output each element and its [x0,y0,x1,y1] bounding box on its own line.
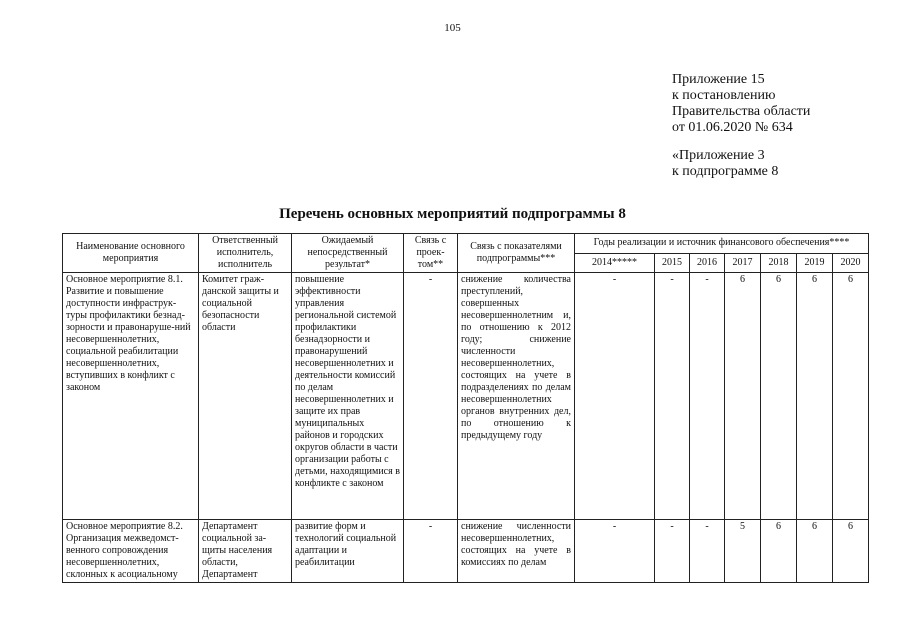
cell-value: 6 [797,520,833,583]
appendix-line: Правительства области [672,104,811,119]
cell-executor: Комитет граж-данской защиты и социальной безопасности области [199,273,292,520]
table-row [63,273,869,520]
document-title: Перечень основных мероприятий подпрограммы 8 [279,206,626,222]
cell-value: - [690,520,725,583]
appendix-sub-line: «Приложение 3 [672,148,765,163]
cell-project: - [404,520,458,583]
appendix-block [672,72,810,180]
cell-value: 6 [797,273,833,520]
header-year: 2016 [690,253,725,273]
cell-result: развитие форм и технологий социальной адаптации и реабилитации [292,520,404,583]
cell-value: - [575,520,655,583]
appendix-line: Приложение 15 [672,72,765,87]
cell-value: 5 [725,520,761,583]
cell-value: - [655,273,690,520]
cell-result: повышение эффективности управления региональной системой профилактики безнадзорности и правонарушений несовершеннолетних и деятельности комиссий по делам несовершеннолетних и защите их прав муниципальных районов и городских округов области в части организации работы с детьми, находящимися в конфликте с законом [292,273,404,520]
cell-value: 6 [833,520,869,583]
header-year: 2015 [655,253,690,273]
header-executor: Ответственный исполнитель, исполнитель [199,234,292,273]
header-projects: Связь с проек-том** [404,234,458,273]
cell-value: - [690,273,725,520]
appendix-sub-line: к подпрограмме 8 [672,164,779,179]
cell-name: Основное мероприятие 8.2. Организация межведомст-венного сопровождения несовершеннолетних, склонных к асоциальному [63,520,199,583]
cell-project: - [404,273,458,520]
cell-indicators: снижение численности несовершеннолетних, состоящих на учете в комиссиях по делам [458,520,575,583]
table-row [63,520,869,583]
header-year: 2017 [725,253,761,273]
header-year: 2014***** [575,253,655,273]
cell-value: - [655,520,690,583]
header-result: Ожидаемый непосредственный результат* [292,234,404,273]
cell-name: Основное мероприятие 8.1. Развитие и повышение доступности инфраструк-туры профилактики безнад-зорности и правонаруше-ний несовершеннолетних, социальной реабилитации несовершеннолетних, вступивших в конфликт с законом [63,273,199,520]
cell-executor: Департамент социальной за-щиты населения области, Департамент [199,520,292,583]
page-number: 105 [444,22,461,34]
header-name: Наименование основного мероприятия [63,234,199,273]
measures-table [62,233,869,583]
cell-value: - [575,273,655,520]
appendix-line: к постановлению [672,88,776,103]
header-year: 2019 [797,253,833,273]
header-row [63,234,869,254]
header-years-group: Годы реализации и источник финансового обеспечения**** [575,234,869,254]
cell-indicators: снижение количества преступлений, совершенных несовершеннолетним и, по отношению к 2012 году; снижение численности несовершеннолетних, состоящих на учете в подразделениях по делам несовершеннолетних органов внутренних дел, по отношению к предыдущему году [458,273,575,520]
appendix-line: от 01.06.2020 № 634 [672,120,793,135]
header-year: 2018 [761,253,797,273]
cell-value: 6 [761,520,797,583]
header-indicators: Связь с показателями подпрограммы*** [458,234,575,273]
cell-value: 6 [833,273,869,520]
cell-value: 6 [725,273,761,520]
spacer [672,136,810,148]
header-year: 2020 [833,253,869,273]
cell-value: 6 [761,273,797,520]
